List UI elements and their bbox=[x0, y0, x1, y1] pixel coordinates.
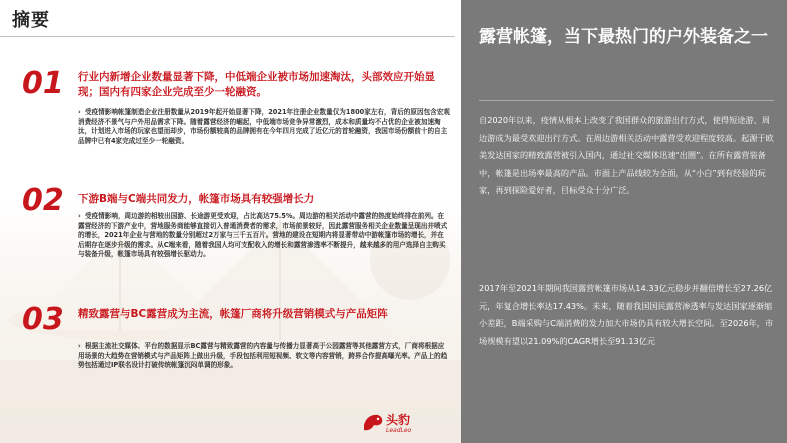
bullet-arrow-icon: › bbox=[78, 212, 81, 220]
section-body-02 bbox=[78, 212, 450, 260]
section-number-02: 02 bbox=[22, 183, 64, 218]
panel-paragraph-2: 2017年至2021年期间我国露营帐篷市场从14.33亿元稳步并翻倍增长至27.26亿元，年复合增长率达17.43%。未来，随着我国国民露营渗透率与发达国家逐渐缩小差距，B端采购与C端消费的发力加大市场仍具有较大增长空间。至2026年，市场规模有望以21.09%的CAGR增长至91.13亿元 bbox=[479, 283, 774, 346]
section-heading-01: 行业内新增企业数量显著下降，中低端企业被市场加速淘汰，头部效应开始显现；国内有四家企业完成至少一轮融资。 bbox=[78, 71, 435, 98]
section-body-text-02: 受疫情影响，周边游的相较出国游、长途游更受欢迎，占比高达75.5%。周边游的相关活动中露营的热度始终排在前列。在露营经济的下游产业中，营地服务商能够直接切入普通消费者的需求，市场前景较好，因此露营服务相关企业数量呈现出井喷式的增长，2021年企业与营地的数量分别超过2万家与三千五百片。营地的建设在短期内将显著带动中游帐篷市场的增长，并在后期存在逐步升级的需求。从C端来看，随着我国人均可支配收入的增长和露营渗透率不断提升，越来越多的用户选择自主购买与装备升级，帐篷市场具有较强增长驱动力。 bbox=[78, 212, 448, 259]
section-number-03: 03 bbox=[22, 302, 64, 337]
section-heading-03: 精致露营与BC露营成为主流，帐篷厂商将升级营销模式与产品矩阵 bbox=[78, 308, 388, 320]
logo-chinese-text: 头豹 bbox=[386, 413, 411, 427]
title-divider bbox=[0, 36, 455, 37]
panel-title: 露营帐篷，当下最热门的户外装备之一 bbox=[479, 27, 768, 47]
section-body-text-01: 受疫情影响帐篷制造企业注册数量从2019年起开始显著下降，2021年注册企业数量仅为1800家左右，背后的原因包含宏观消费经济不景气与户外用品需求下降。随着露营经济的崛起，中低端市场竞争异常激烈，成本和质量均不占优的企业被加速淘汰，计划进入市场的玩家也望而却步，市场份额较高的品牌拥有在今年四月完成了近亿元的首轮融资，我国市场份额前十的自主品牌中已有4家完成过至少一轮融资。 bbox=[78, 108, 450, 145]
section-number-01: 01 bbox=[22, 66, 64, 101]
bullet-arrow-icon: › bbox=[78, 342, 81, 350]
panel-divider bbox=[479, 100, 774, 101]
leopard-icon bbox=[362, 411, 384, 433]
bullet-arrow-icon: › bbox=[78, 108, 81, 116]
section-heading-02: 下游B端与C端共同发力，帐篷市场具有较强增长力 bbox=[78, 193, 315, 205]
section-body-01 bbox=[78, 108, 450, 146]
leadleo-logo bbox=[362, 409, 422, 439]
panel-paragraph-1: 自2020年以来，疫情从根本上改变了我国群众的旅游出行方式，使得短途游、周边游成为最受欢迎出行方式。在周边游相关活动中露营受欢迎程度较高。起源于欧美发达国家的精致露营被引入国内，通过社交媒体迅速“出圈”。在所有露营装备中，帐篷是出场率最高的产品。市面上产品线较为全面，从“小白”到有经验的玩家，再到探险爱好者，目标受众十分广泛。 bbox=[479, 115, 774, 196]
logo-english-text: LeadLeo bbox=[386, 427, 412, 434]
section-body-03 bbox=[78, 342, 450, 371]
section-body-text-03: 根据主流社交媒体、平台的数据显示BC露营与精致露营的内容量与传播力显著高于公园露营等其他露营方式，厂商将根据应用场景的大趋势在营销模式与产品矩阵上做出升级，手段包括利用短视频、软文等内容营销，跨界合作提高曝光率。产品上的趋势包括通过IP联名设计打破传统帐篷沉闷单调的形象。 bbox=[78, 342, 448, 370]
summary-panel bbox=[461, 0, 787, 443]
page-title: 摘要 bbox=[12, 10, 50, 31]
